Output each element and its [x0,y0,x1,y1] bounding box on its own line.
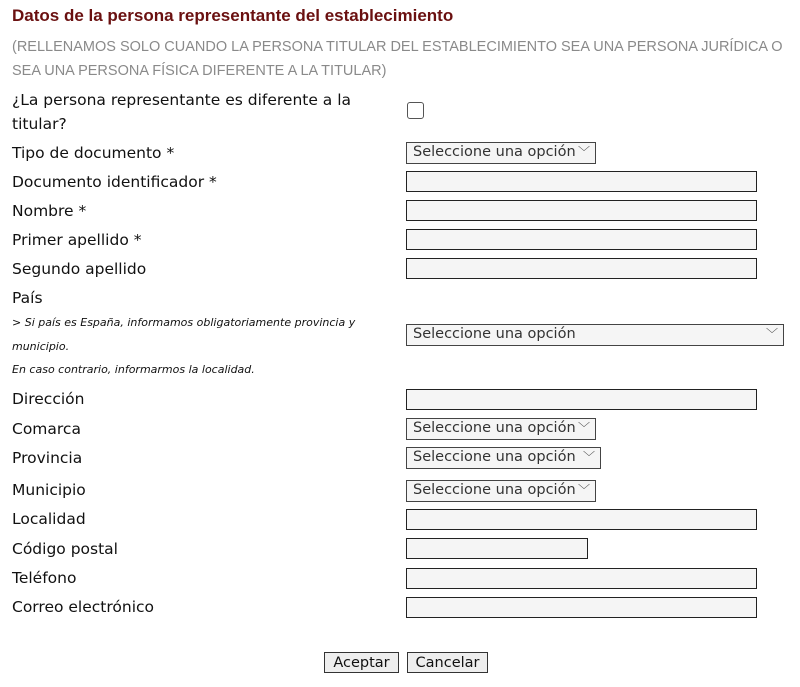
accept-button[interactable]: Aceptar [324,652,399,673]
label-diferente-2: titular? [12,115,67,133]
localidad-input[interactable] [406,509,757,530]
pais-note-1: > Si país es España, informamos obligatoriamente provincia y [12,316,356,329]
label-correo: Correo electrónico [12,598,155,616]
municipio-select[interactable] [406,480,596,502]
label-tipo-documento: Tipo de documento * [12,144,175,162]
chevron-down-icon: ﹀ [577,483,590,497]
pais-note-2: municipio. [12,340,70,353]
telefono-input[interactable] [406,568,757,589]
label-telefono: Teléfono [12,569,77,587]
select-value: Seleccione una opción [413,144,576,160]
tipo-documento-select[interactable] [406,142,596,164]
chevron-down-icon: ﹀ [765,327,778,341]
select-value: Seleccione una opción [413,449,576,465]
nombre-input[interactable] [406,200,757,221]
section-subtitle: (RELLENAMOS SOLO CUANDO LA PERSONA TITULAR DEL ESTABLECIMIENTO SEA UNA PERSONA JURÍDICA O SEA UNA PERSONA FÍSICA DIFERENTE A LA TITULAR) [12,39,783,79]
select-value: Seleccione una opción [413,420,576,436]
label-nombre: Nombre * [12,202,87,220]
label-codigo-postal: Código postal [12,540,118,558]
pais-select[interactable] [406,324,784,346]
label-documento: Documento identificador * [12,173,217,191]
chevron-down-icon: ﹀ [582,450,595,464]
cancel-button[interactable]: Cancelar [407,652,488,673]
label-segundo-apellido: Segundo apellido [12,260,147,278]
correo-input[interactable] [406,597,757,618]
provincia-select[interactable] [406,447,601,469]
documento-input[interactable] [406,171,757,192]
section-title: Datos de la persona representante del establecimiento [12,6,454,25]
select-value: Seleccione una opción [413,326,576,342]
segundo-apellido-input[interactable] [406,258,757,279]
codigo-postal-input[interactable] [406,538,588,559]
direccion-input[interactable] [406,389,757,410]
primer-apellido-input[interactable] [406,229,757,250]
chevron-down-icon: ﹀ [577,421,590,435]
label-pais: País [12,289,43,307]
pais-note-3: En caso contrario, informarmos la localidad. [12,363,255,376]
label-diferente: ¿La persona representante es diferente a la [12,91,352,109]
label-primer-apellido: Primer apellido * [12,231,142,249]
chevron-down-icon: ﹀ [577,145,590,159]
comarca-select[interactable] [406,418,596,440]
label-localidad: Localidad [12,510,86,528]
label-municipio: Municipio [12,481,86,499]
label-direccion: Dirección [12,390,85,408]
diferente-checkbox[interactable] [407,102,424,119]
label-comarca: Comarca [12,420,81,438]
select-value: Seleccione una opción [413,482,576,498]
label-provincia: Provincia [12,449,83,467]
